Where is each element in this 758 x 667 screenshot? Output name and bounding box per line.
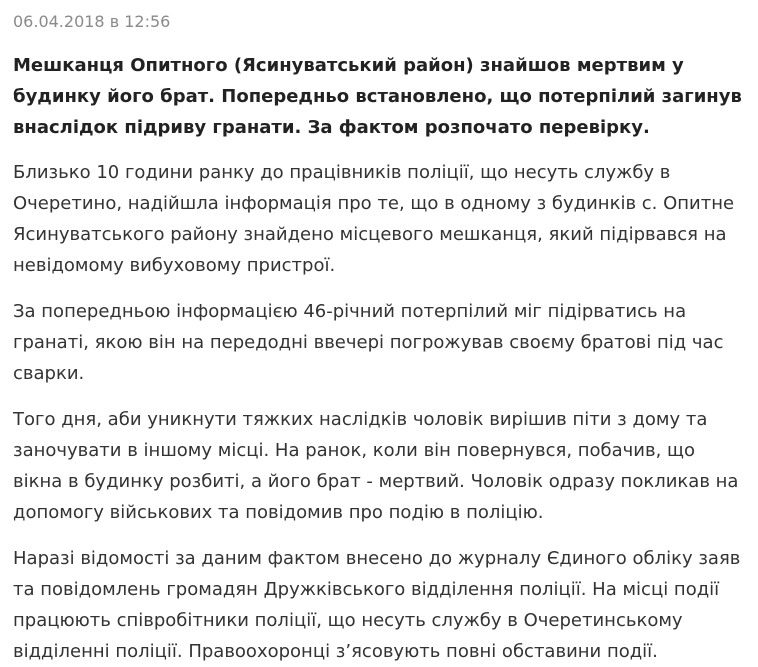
article-paragraph-2: За попередньою інформацією 46-річний потерпілий міг підірватись на гранаті, якою він на передодні ввечері погрожував своєму братові під час сварки.: [13, 301, 724, 384]
publish-date: 06.04.2018 в 12:56: [13, 12, 171, 31]
article-paragraph-4: Наразі відомості за даним фактом внесено до журналу Єдиного обліку заяв та повідомлень громадян Дружківського відділення поліції. На місці події працюють співробітники поліції, що несуть службу в Очеретинському відділенні поліції. Правоохоронці з’ясовують повні обставини події.: [13, 548, 741, 662]
article-lead: Мешканця Опитного (Ясинуватський район) знайшов мертвим у будинку його брат. Попередньо встановлено, що потерпілий загинув внаслідок підриву гранати. За фактом розпочато перевірку.: [13, 55, 742, 138]
article-paragraph-3: Того дня, аби уникнути тяжких наслідків чоловік вирішив піти з дому та заночувати в іншому місці. На ранок, коли він повернувся, побачив, що вікна в будинку розбиті, а його брат - мертвий. Чоловік одразу покликав на допомогу військових та повідомив про подію в поліцію.: [13, 409, 739, 523]
article-paragraph-1: Близько 10 години ранку до працівників поліції, що несуть службу в Очеретино, надійшла інформація про те, що в одному з будинків с. Опитне Ясинуватського району знайдено місцевого мешканця, який підірвався на невідомому вибуховому пристрої.: [13, 162, 735, 276]
